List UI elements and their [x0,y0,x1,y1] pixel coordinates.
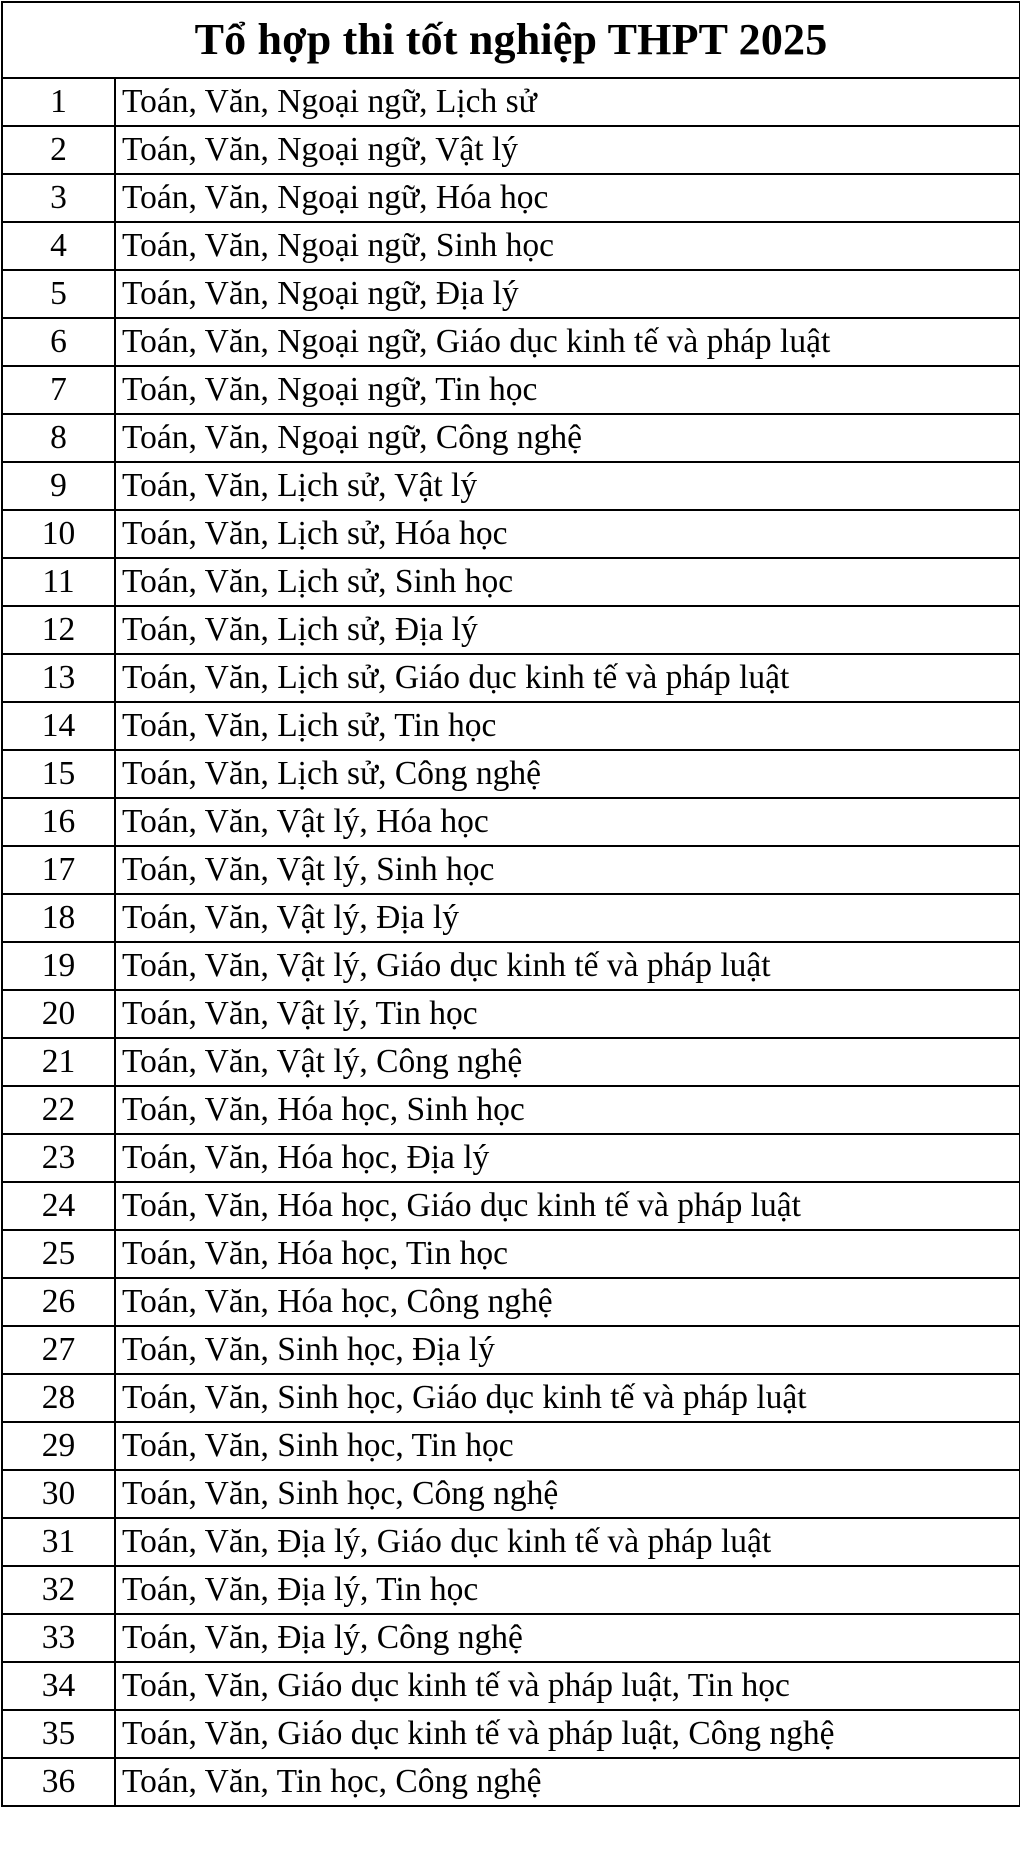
row-number: 31 [2,1518,115,1566]
exam-combination-table [1,1,1020,1807]
table-row [2,846,1020,894]
row-number: 15 [2,750,115,798]
row-number: 32 [2,1566,115,1614]
row-number: 5 [2,270,115,318]
table-row [2,1614,1020,1662]
row-number: 12 [2,606,115,654]
row-number: 23 [2,1134,115,1182]
subject-combination: Toán, Văn, Lịch sử, Hóa học [115,510,1020,558]
table-row [2,894,1020,942]
row-number: 18 [2,894,115,942]
subject-combination: Toán, Văn, Vật lý, Giáo dục kinh tế và pháp luật [115,942,1020,990]
subject-combination: Toán, Văn, Lịch sử, Sinh học [115,558,1020,606]
table-row [2,1422,1020,1470]
table-row [2,1086,1020,1134]
subject-combination: Toán, Văn, Vật lý, Địa lý [115,894,1020,942]
table-row [2,1134,1020,1182]
subject-combination: Toán, Văn, Vật lý, Công nghệ [115,1038,1020,1086]
row-number: 9 [2,462,115,510]
subject-combination: Toán, Văn, Lịch sử, Tin học [115,702,1020,750]
subject-combination: Toán, Văn, Hóa học, Giáo dục kinh tế và pháp luật [115,1182,1020,1230]
row-number: 30 [2,1470,115,1518]
subject-combination: Toán, Văn, Ngoại ngữ, Công nghệ [115,414,1020,462]
row-number: 36 [2,1758,115,1806]
subject-combination: Toán, Văn, Địa lý, Giáo dục kinh tế và pháp luật [115,1518,1020,1566]
table-row [2,366,1020,414]
row-number: 20 [2,990,115,1038]
row-number: 27 [2,1326,115,1374]
subject-combination: Toán, Văn, Sinh học, Địa lý [115,1326,1020,1374]
row-number: 2 [2,126,115,174]
table-row [2,78,1020,126]
subject-combination: Toán, Văn, Tin học, Công nghệ [115,1758,1020,1806]
table-row [2,1758,1020,1806]
row-number: 26 [2,1278,115,1326]
subject-combination: Toán, Văn, Ngoại ngữ, Địa lý [115,270,1020,318]
subject-combination: Toán, Văn, Vật lý, Hóa học [115,798,1020,846]
row-number: 11 [2,558,115,606]
row-number: 14 [2,702,115,750]
table-row [2,510,1020,558]
row-number: 16 [2,798,115,846]
row-number: 24 [2,1182,115,1230]
subject-combination: Toán, Văn, Lịch sử, Địa lý [115,606,1020,654]
table-row [2,702,1020,750]
table-row [2,462,1020,510]
table-row [2,174,1020,222]
table-row [2,318,1020,366]
table-row [2,1566,1020,1614]
table-row [2,1326,1020,1374]
table-row [2,1230,1020,1278]
row-number: 29 [2,1422,115,1470]
row-number: 33 [2,1614,115,1662]
table-row [2,990,1020,1038]
subject-combination: Toán, Văn, Ngoại ngữ, Hóa học [115,174,1020,222]
table-row [2,414,1020,462]
table-row [2,1470,1020,1518]
row-number: 7 [2,366,115,414]
row-number: 34 [2,1662,115,1710]
row-number: 28 [2,1374,115,1422]
table-row [2,1374,1020,1422]
row-number: 6 [2,318,115,366]
subject-combination: Toán, Văn, Ngoại ngữ, Giáo dục kinh tế và pháp luật [115,318,1020,366]
table-row [2,1182,1020,1230]
row-number: 13 [2,654,115,702]
subject-combination: Toán, Văn, Hóa học, Công nghệ [115,1278,1020,1326]
subject-combination: Toán, Văn, Địa lý, Tin học [115,1566,1020,1614]
row-number: 3 [2,174,115,222]
row-number: 4 [2,222,115,270]
subject-combination: Toán, Văn, Ngoại ngữ, Vật lý [115,126,1020,174]
subject-combination: Toán, Văn, Lịch sử, Công nghệ [115,750,1020,798]
subject-combination: Toán, Văn, Ngoại ngữ, Lịch sử [115,78,1020,126]
table-row [2,558,1020,606]
subject-combination: Toán, Văn, Vật lý, Sinh học [115,846,1020,894]
row-number: 35 [2,1710,115,1758]
subject-combination: Toán, Văn, Giáo dục kinh tế và pháp luật, Công nghệ [115,1710,1020,1758]
subject-combination: Toán, Văn, Ngoại ngữ, Sinh học [115,222,1020,270]
table-row [2,942,1020,990]
subject-combination: Toán, Văn, Hóa học, Tin học [115,1230,1020,1278]
title-row [2,2,1020,78]
table-row [2,798,1020,846]
table-row [2,654,1020,702]
subject-combination: Toán, Văn, Hóa học, Sinh học [115,1086,1020,1134]
table-row [2,1710,1020,1758]
row-number: 21 [2,1038,115,1086]
table-row [2,222,1020,270]
table-row [2,1038,1020,1086]
table-row [2,606,1020,654]
subject-combination: Toán, Văn, Vật lý, Tin học [115,990,1020,1038]
subject-combination: Toán, Văn, Hóa học, Địa lý [115,1134,1020,1182]
subject-combination: Toán, Văn, Lịch sử, Vật lý [115,462,1020,510]
row-number: 10 [2,510,115,558]
table-body [2,2,1020,1806]
subject-combination: Toán, Văn, Địa lý, Công nghệ [115,1614,1020,1662]
subject-combination: Toán, Văn, Giáo dục kinh tế và pháp luật, Tin học [115,1662,1020,1710]
subject-combination: Toán, Văn, Sinh học, Tin học [115,1422,1020,1470]
table-title: Tổ hợp thi tốt nghiệp THPT 2025 [2,2,1020,78]
table-row [2,126,1020,174]
row-number: 17 [2,846,115,894]
row-number: 22 [2,1086,115,1134]
subject-combination: Toán, Văn, Sinh học, Giáo dục kinh tế và pháp luật [115,1374,1020,1422]
subject-combination: Toán, Văn, Sinh học, Công nghệ [115,1470,1020,1518]
subject-combination: Toán, Văn, Lịch sử, Giáo dục kinh tế và pháp luật [115,654,1020,702]
table-row [2,1278,1020,1326]
subject-combination: Toán, Văn, Ngoại ngữ, Tin học [115,366,1020,414]
row-number: 25 [2,1230,115,1278]
row-number: 19 [2,942,115,990]
table-row [2,750,1020,798]
table-row [2,270,1020,318]
row-number: 8 [2,414,115,462]
table-row [2,1662,1020,1710]
table-row [2,1518,1020,1566]
row-number: 1 [2,78,115,126]
